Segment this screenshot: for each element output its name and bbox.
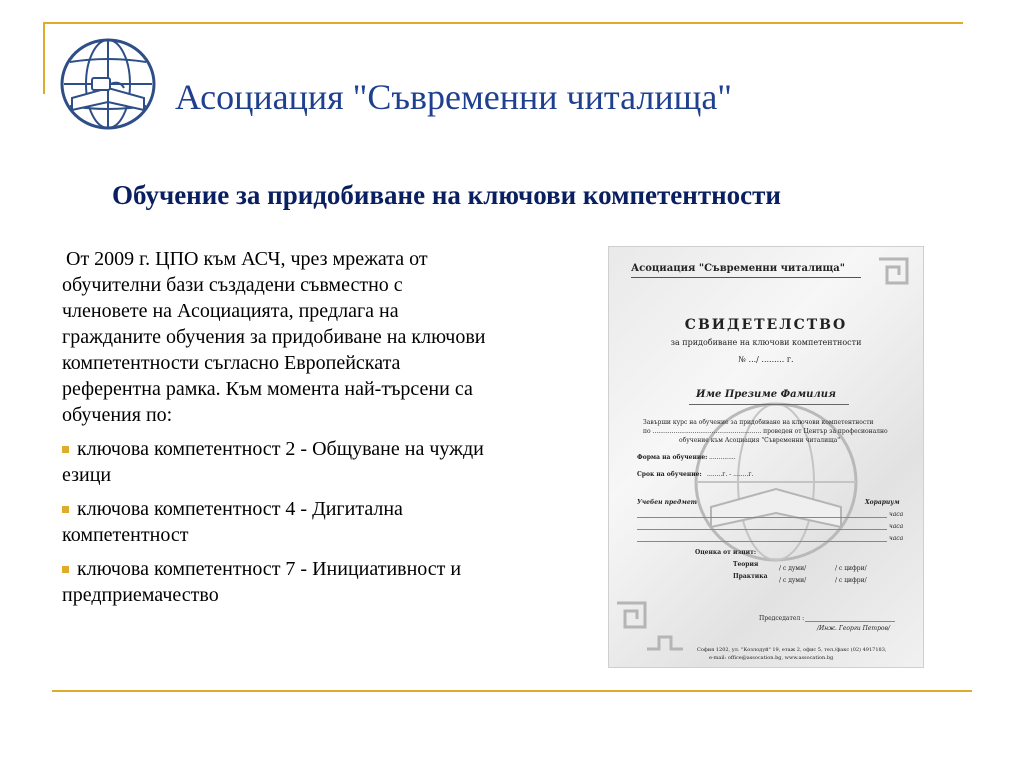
left-accent-bar <box>43 22 45 94</box>
hours-column-label: Хорариум <box>865 499 900 506</box>
certificate-image <box>608 246 924 668</box>
subject-row-line <box>637 541 887 542</box>
subject-row-line <box>637 529 887 530</box>
grade-digits-caption: / с цифри/ <box>835 577 867 584</box>
grade-words-caption: / с думи/ <box>779 577 807 584</box>
bullet-text: ключова компетентност 7 - Инициативност и предприемачество <box>62 558 462 606</box>
completion-text-line: по ......................................................... проведен от Център за професионално <box>643 428 888 435</box>
training-term-label: Срок на обучение: <box>637 471 702 478</box>
certificate-footer-contacts: e-mail: office@assocation.bg, www.assocation.bg <box>709 655 834 661</box>
theory-label: Теория <box>733 561 759 568</box>
slide-body <box>62 246 487 616</box>
chair-label: Председател : <box>759 615 805 622</box>
bullet-text: ключова компетентност 4 - Дигитална компетентност <box>62 498 403 546</box>
practice-label: Практика <box>733 573 768 580</box>
grade-words-caption: / с думи/ <box>779 565 807 572</box>
training-form-label: Форма на обучение: <box>637 454 708 461</box>
subject-row-line <box>637 517 887 518</box>
hours-unit: часа <box>889 523 904 530</box>
chair-name: /Инж. Георги Петров/ <box>817 625 891 632</box>
top-divider <box>43 22 963 24</box>
organization-title: Асоциация "Съвременни читалища" <box>175 77 732 117</box>
grade-digits-caption: / с цифри/ <box>835 565 867 572</box>
hours-unit: часа <box>889 511 904 518</box>
greek-key-ornament-icon <box>877 253 917 293</box>
completion-text-line: обучение към Асоциация "Съвременни читалища" <box>679 437 841 444</box>
completion-text-line: Завърши курс на обучение за придобиване на ключови компетентности <box>643 419 874 426</box>
signature-line <box>805 621 895 622</box>
bullet-item <box>62 496 487 548</box>
bullet-item <box>62 436 487 488</box>
certificate-subtitle: за придобиване на ключови компетентности <box>670 338 862 347</box>
bullet-text: ключова компетентност 2 - Общуване на чужди езици <box>62 438 484 486</box>
certificate-header-rule <box>631 277 861 278</box>
grade-label: Оценка от изпит: <box>695 549 757 556</box>
greek-key-ornament-icon <box>645 629 685 669</box>
slide-subtitle: Обучение за придобиване на ключови компетентности <box>112 180 781 210</box>
bullet-item <box>62 556 487 608</box>
intro-paragraph: От 2009 г. ЦПО към АСЧ, чрез мрежата от обучителни бази създадени съвместно с членовете на Асоциацията, предлага на гражданите обучения за придобиване на ключови компетентности съгласно Европейската референтна рамка. Към момента най-търсени са обучения по: <box>62 248 486 426</box>
globe-book-logo-icon <box>58 36 158 132</box>
hours-unit: часа <box>889 535 904 542</box>
training-term-value: ........г. - ........г. <box>707 471 754 478</box>
bottom-divider <box>52 690 972 692</box>
certificate-number: № .../ ......... г. <box>738 355 794 364</box>
certificate-footer-address: София 1202, ул. "Козлодуй" 19, етаж 2, офис 5, тел./факс (02) 4917183, <box>697 647 887 653</box>
bullet-square-icon <box>62 446 69 453</box>
subject-column-label: Учебен предмет <box>637 499 698 506</box>
bullet-square-icon <box>62 566 69 573</box>
certificate-header: Асоциация "Съвременни читалища" <box>631 263 845 274</box>
bullet-square-icon <box>62 506 69 513</box>
certificate-title: СВИДЕТЕЛСТВО <box>684 317 848 333</box>
name-underline <box>689 404 849 405</box>
certificate-holder-name: Име Презиме Фамилия <box>696 389 836 400</box>
training-form-value: .............. <box>709 454 736 461</box>
